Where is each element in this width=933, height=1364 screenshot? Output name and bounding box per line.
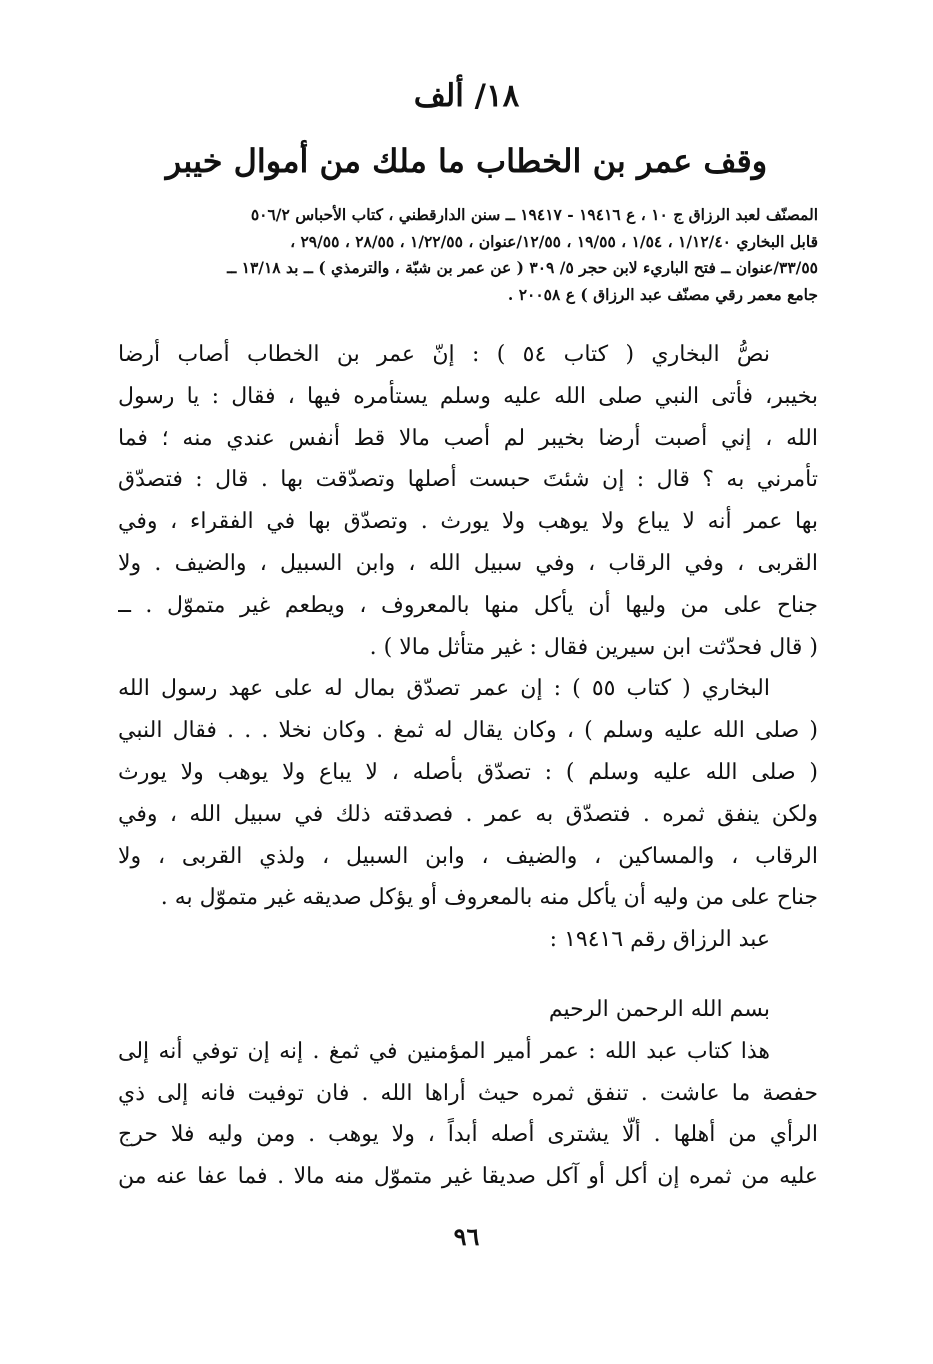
text-line: بخيبر، فأتى النبي صلى الله عليه وسلم يستأمره فيها ، فقال : يا رسول — [118, 383, 818, 409]
text-line: القربى ، وفي الرقاب ، وفي سبيل الله ، وابن السبيل ، والضيف . ولا — [118, 550, 818, 576]
section-number: ١٨/ ألف — [413, 78, 520, 114]
text-line: حفصة ما عاشت . تنفق ثمره حيث أراها الله . فان توفيت فانه إلى ذي — [118, 1080, 818, 1106]
text-line: هذا كتاب عبد الله : عمر أمير المؤمنين في ثمغ . إنه إن توفي أنه إلى — [118, 1038, 770, 1064]
text-line: تأمرني به ؟ قال : إن شئتَ حبست أصلها وتصدّقت بها . قال : فتصدّق — [118, 467, 818, 493]
text-line: ( قال فحدّثت ابن سيرين فقال : غير متأثل مالا ) . — [369, 634, 818, 660]
text-line: الرأي من أهلها . ألّا يشترى أصله أبداً ، ولا يوهب . ومن وليه فلا حرج — [118, 1122, 818, 1148]
text-line: نصُّ البخاري ( كتاب ٥٤ ) : إنّ عمر بن الخطاب أصاب أرضا — [118, 342, 770, 367]
body-text — [118, 334, 818, 1198]
text-line: جناح على من وليه أن يأكل منه بالمعروف أو يؤكل صديقه غير متموّل به . — [160, 885, 818, 911]
text-line: بها عمر أنه لا يباع ولا يوهب ولا يورث . وتصدّق بها في الفقراء ، وفي — [118, 509, 818, 535]
text-line: عليه من ثمره إن أكل أو آكل صديقا غير متموّل منه مالا . فما عفا عنه من — [118, 1164, 818, 1190]
spacer — [118, 961, 818, 989]
text-line: البخاري ( كتاب ٥٥ ) : إن عمر تصدّق بمال له على عهد رسول الله — [118, 676, 770, 702]
page-title: وقف عمر بن الخطاب ما ملك من أموال خيبر — [165, 142, 768, 180]
sources-note — [118, 202, 818, 308]
text-line: الله ، إني أصبت أرضا بخيبر لم أصب مالا قط أنفس عندي منه ؛ فما — [118, 425, 818, 451]
sources-line: جامع معمر رقي مصنّف عبد الرزاق ) ع ٢٠٠٥٨ . — [507, 284, 818, 304]
basmala: بسم الله الرحمن الرحيم — [548, 996, 770, 1022]
sources-line: قابل البخاري ١/١٢/٤٠ ، ١/٥٤ ، ١٩/٥٥ ، ١٢/٥٥/عنوان ، ١/٢٢/٥٥ ، ٢٨/٥٥ ، ٢٩/٥٥ ، — [290, 231, 818, 251]
text-line: الرقاب ، والمساكين ، والضيف ، وابن السبيل ، ولذي القربى ، ولا — [118, 843, 818, 869]
sources-line: المصنّف لعبد الرزاق ج ١٠ ، ع ١٩٤١٦ - ١٩٤١٧ ــ سنن الدارقطني ، كتاب الأحباس ٥٠٦/٢ — [250, 205, 818, 224]
text-line: ( صلى الله عليه وسلم ) : تصدّق بأصله ، لا يباع ولا يوهب ولا يورث — [118, 759, 818, 785]
text-line: ( صلى الله عليه وسلم ) ، وكان يقال له ثمغ . وكان نخلا . . . فقال النبي — [118, 718, 818, 744]
text-line: جناح على من وليها أن يأكل منها بالمعروف ، ويطعم غير متموّل . ــ — [118, 592, 818, 618]
page-number: ٩٦ — [453, 1222, 480, 1251]
text-line: ولكن ينفق ثمره . فتصدّق به عمر . فصدقته ذلك في سبيل الله ، وفي — [118, 801, 818, 827]
sources-line: ٣٣/٥٥/عنوان ــ فتح الباريء لابن حجر ٥/ ٣٠٩ ( عن عمر بن شبّة ، والترمذي ) ــ بد ١٣/١٨ ــ — [227, 258, 818, 277]
text-line: عبد الرزاق رقم ١٩٤١٦ : — [549, 927, 770, 953]
